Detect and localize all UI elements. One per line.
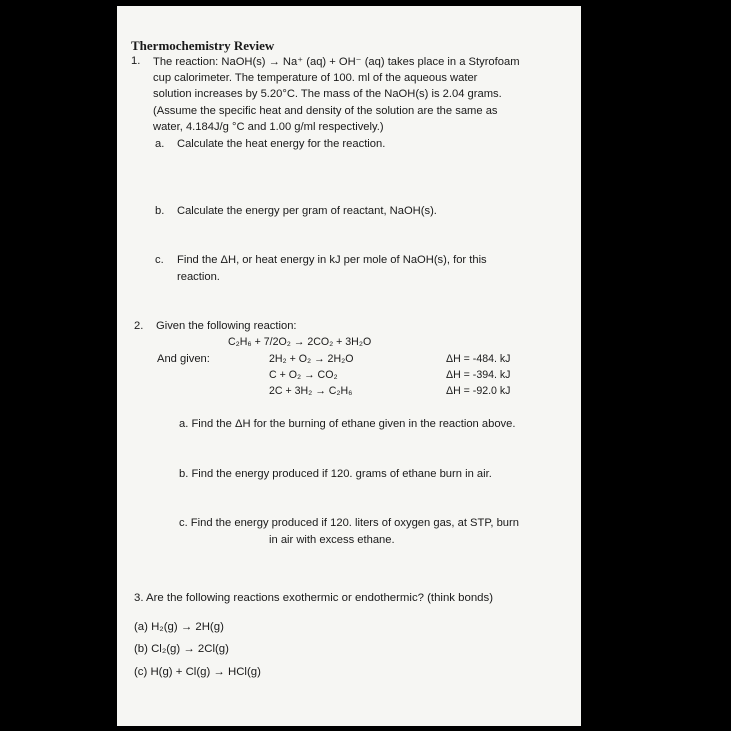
q1-number: 1. xyxy=(131,55,141,67)
given-reaction-3: 2C + 3H₂ → C₂H₆ xyxy=(269,385,353,397)
given-dh-3: ΔH = -92.0 kJ xyxy=(446,385,511,397)
q1b-text: Calculate the energy per gram of reactant, NaOH(s). xyxy=(177,205,437,217)
q3-item-a: (a) H₂(g) → 2H(g) xyxy=(134,621,224,633)
q3-item-c: (c) H(g) + Cl(g) → HCl(g) xyxy=(134,666,261,678)
q1a-label: a. xyxy=(155,138,165,150)
q1b-label: b. xyxy=(155,205,165,217)
given-dh-1: ΔH = -484. kJ xyxy=(446,353,511,365)
q1a-text: Calculate the heat energy for the reaction. xyxy=(177,138,386,150)
q1-line-1: The reaction: NaOH(s) → Na⁺ (aq) + OH⁻ (aq) takes place in a Styrofoam xyxy=(153,56,520,68)
given-reaction-1: 2H₂ + O₂ → 2H₂O xyxy=(269,353,354,365)
q2-given-label: And given: xyxy=(157,353,210,365)
q2c-text-line-1: c. Find the energy produced if 120. liters of oxygen gas, at STP, burn xyxy=(179,517,519,529)
q2b-text: b. Find the energy produced if 120. grams of ethane burn in air. xyxy=(179,468,492,480)
q1-line-3: solution increases by 5.20°C. The mass of the NaOH(s) is 2.04 grams. xyxy=(153,88,502,100)
worksheet-title: Thermochemistry Review xyxy=(131,38,275,53)
q1c-text-line-1: Find the ΔH, or heat energy in kJ per mole of NaOH(s), for this xyxy=(177,254,487,266)
q2-main-reaction: C₂H₆ + 7/2O₂ → 2CO₂ + 3H₂O xyxy=(228,336,372,348)
q1c-text-line-2: reaction. xyxy=(177,271,220,283)
given-dh-2: ΔH = -394. kJ xyxy=(446,369,511,381)
q2-intro: Given the following reaction: xyxy=(156,320,297,332)
q1-line-2: cup calorimeter. The temperature of 100. ml of the aqueous water xyxy=(153,72,478,84)
q1-line-4: (Assume the specific heat and density of the solution are the same as xyxy=(153,105,498,117)
given-reaction-2: C + O₂ → CO₂ xyxy=(269,369,338,381)
q3-prompt: 3. Are the following reactions exothermic or endothermic? (think bonds) xyxy=(134,592,493,604)
q3-item-b: (b) Cl₂(g) → 2Cl(g) xyxy=(134,643,229,655)
q1-line-5: water, 4.184J/g °C and 1.00 g/ml respectively.) xyxy=(153,121,384,133)
q1c-label: c. xyxy=(155,254,164,266)
q2a-text: a. Find the ΔH for the burning of ethane given in the reaction above. xyxy=(179,418,516,430)
q2-number: 2. xyxy=(134,320,144,332)
q2c-text-line-2: in air with excess ethane. xyxy=(269,534,395,546)
